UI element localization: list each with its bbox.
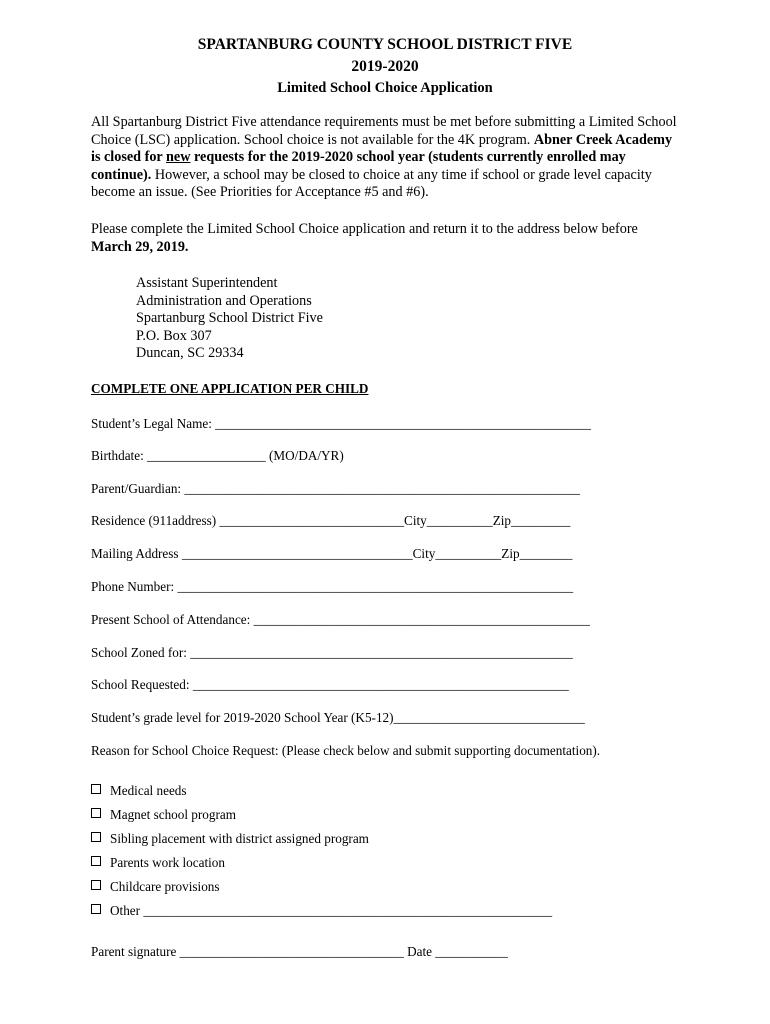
checkbox[interactable]	[91, 832, 101, 842]
address-line: P.O. Box 307	[136, 327, 212, 344]
form-title: Limited School Choice Application	[277, 80, 493, 96]
school-requested-field[interactable]: School Requested: _________________________________________________________	[91, 677, 569, 692]
school-zoned-field[interactable]: School Zoned for: __________________________________________________________	[91, 645, 573, 660]
reason-label: Medical needs	[110, 783, 187, 798]
instructions-text: Please complete the Limited School Choice application and return it to the address below before	[91, 221, 638, 237]
reason-prompt: Reason for School Choice Request: (Please check below and submit supporting documentation).	[91, 743, 601, 758]
intro-bold-1: Abner Creek Academy is closed for	[91, 131, 673, 165]
district-title: SPARTANBURG COUNTY SCHOOL DISTRICT FIVE	[197, 36, 573, 53]
mailing-address-block	[136, 275, 323, 363]
reason-option-other[interactable]	[91, 903, 552, 919]
student-name-field[interactable]: Student’s Legal Name: _________________________________________________________	[91, 416, 591, 431]
address-line: Spartanburg School District Five	[136, 310, 323, 326]
reason-label: Magnet school program	[110, 807, 236, 822]
instructions-paragraph	[91, 221, 681, 256]
school-year: 2019-2020	[351, 58, 419, 75]
deadline-date: March 29, 2019.	[91, 238, 189, 255]
address-line: Administration and Operations	[136, 292, 312, 309]
reason-label: Childcare provisions	[110, 879, 220, 894]
reason-option-childcare[interactable]	[91, 879, 220, 895]
signature-date-field[interactable]: Parent signature __________________________________ Date ___________	[91, 944, 508, 959]
checkbox[interactable]	[91, 784, 101, 794]
section-heading: COMPLETE ONE APPLICATION PER CHILD	[91, 381, 369, 396]
address-line: Assistant Superintendent	[136, 275, 278, 291]
intro-text-1: All Spartanburg District Five attendance requirements must be met before submitting a Limited School Choice (LSC) application. School choice is not available for the 4K program.	[91, 114, 677, 148]
parent-guardian-field[interactable]: Parent/Guardian: ____________________________________________________________	[91, 481, 581, 496]
reason-option-magnet[interactable]	[91, 807, 236, 823]
address-line: Duncan, SC 29334	[136, 345, 244, 361]
checkbox[interactable]	[91, 808, 101, 818]
birthdate-field[interactable]: Birthdate: __________________ (MO/DA/YR)	[91, 448, 344, 463]
mailing-address-field[interactable]: Mailing Address ___________________________________City__________Zip________	[91, 546, 573, 561]
intro-bold-2: requests for the 2019-2020 school year (students currently enrolled may continue).	[91, 149, 626, 183]
reason-option-medical[interactable]	[91, 783, 187, 799]
checkbox[interactable]	[91, 880, 101, 890]
residence-field[interactable]: Residence (911address) ____________________________City__________Zip_________	[91, 513, 571, 528]
intro-bold-underline: new	[166, 149, 191, 165]
checkbox[interactable]	[91, 904, 101, 914]
grade-level-field[interactable]: Student’s grade level for 2019-2020 School Year (K5-12)_____________________________	[91, 710, 585, 725]
reason-label: Parents work location	[110, 855, 225, 870]
checkbox[interactable]	[91, 856, 101, 866]
phone-number-field[interactable]: Phone Number: ____________________________________________________________	[91, 579, 574, 594]
reason-label: Other ______________________________________________________________	[110, 903, 553, 918]
reason-option-sibling[interactable]	[91, 831, 369, 847]
reason-option-work-location[interactable]	[91, 855, 225, 871]
intro-paragraph	[91, 114, 681, 202]
intro-text-2: However, a school may be closed to choice at any time if school or grade level capacity become an issue. (See Priorities for Acceptance #5 and #6).	[91, 166, 652, 200]
present-school-field[interactable]: Present School of Attendance: ___________________________________________________	[91, 612, 590, 627]
reason-label: Sibling placement with district assigned program	[110, 831, 369, 846]
